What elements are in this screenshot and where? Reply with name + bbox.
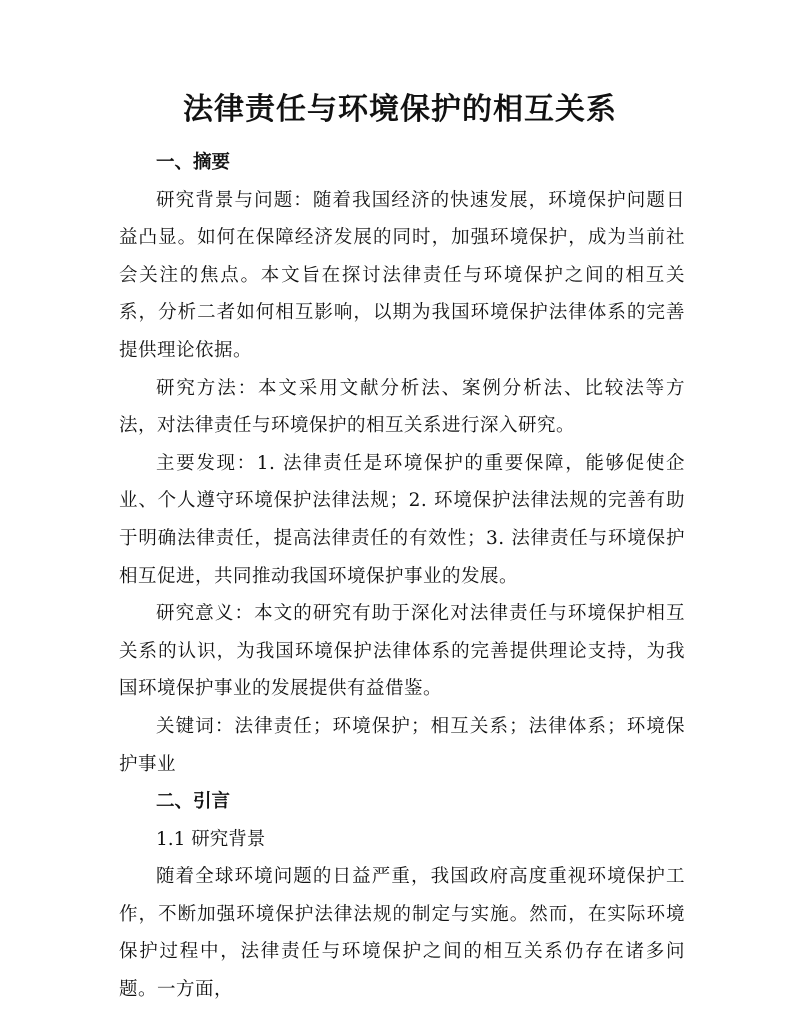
abstract-method-paragraph: 研究方法：本文采用文献分析法、案例分析法、比较法等方法，对法律责任与环境保护的相互关系进行深入研究。 xyxy=(119,377,685,437)
document-title: 法律责任与环境保护的相互关系 xyxy=(183,92,617,127)
abstract-findings-paragraph: 主要发现：1. 法律责任是环境保护的重要保障，能够促使企业、个人遵守环境保护法律法规；2. 环境保护法律法规的完善有助于明确法律责任，提高法律责任的有效性；3. 法律责任与环境保护相互促进，共同推动我国环境保护事业的发展。 xyxy=(119,452,685,587)
section-heading-introduction: 二、引言 xyxy=(156,791,231,813)
research-background-paragraph: 随着全球环境问题的日益严重，我国政府高度重视环境保护工作，不断加强环境保护法律法规的制定与实施。然而，在实际环境保护过程中，法律责任与环境保护之间的相互关系仍存在诸多问题。一方面， xyxy=(119,866,685,1001)
section-heading-abstract: 一、摘要 xyxy=(156,152,231,173)
abstract-background-paragraph: 研究背景与问题：随着我国经济的快速发展，环境保护问题日益凸显。如何在保障经济发展的同时，加强环境保护，成为当前社会关注的焦点。本文旨在探讨法律责任与环境保护之间的相互关系，分析二者如何相互影响，以期为我国环境保护法律体系的完善提供理论依据。 xyxy=(119,189,685,361)
keywords-paragraph: 关键词：法律责任；环境保护；相互关系；法律体系；环境保护事业 xyxy=(119,715,685,775)
document-body xyxy=(119,144,685,1009)
abstract-significance-paragraph: 研究意义：本文的研究有助于深化对法律责任与环境保护相互关系的认识，为我国环境保护法律体系的完善提供理论支持，为我国环境保护事业的发展提供有益借鉴。 xyxy=(119,603,685,700)
subsection-heading-research-background: 1.1 研究背景 xyxy=(156,828,266,850)
